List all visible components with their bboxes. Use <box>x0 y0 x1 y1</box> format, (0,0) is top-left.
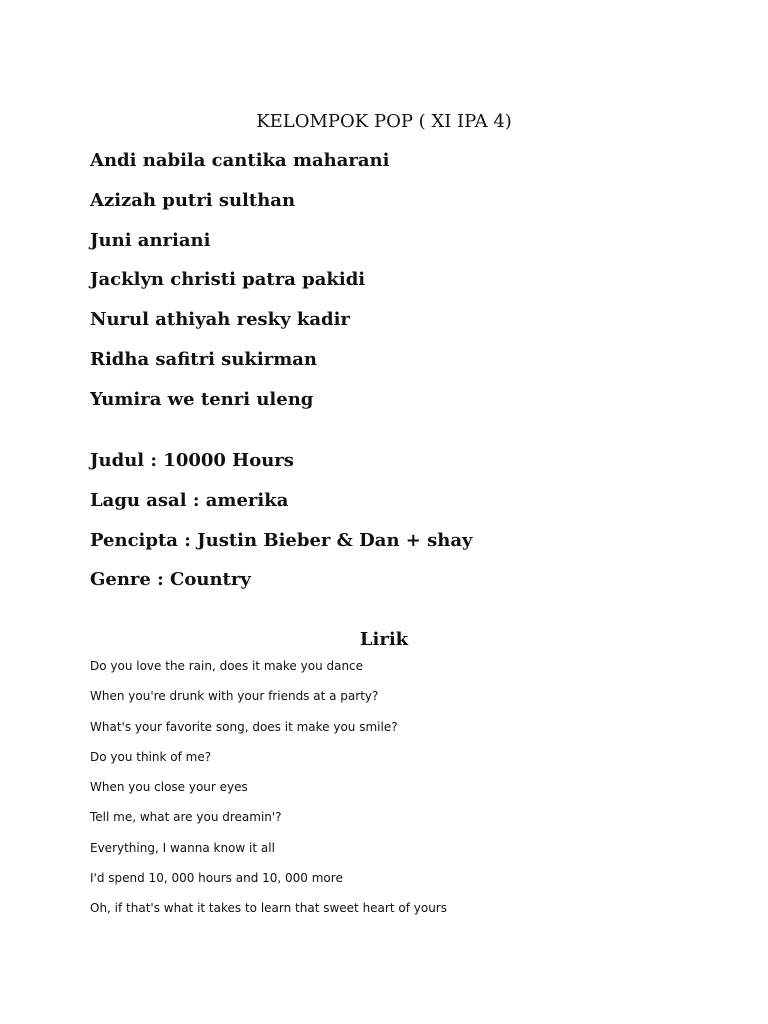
member-list <box>90 147 389 426</box>
member-name: Ridha safitri sukirman <box>90 348 317 370</box>
lyric-line: I'd spend 10, 000 hours and 10, 000 more <box>90 871 343 886</box>
lyric-line: Everything, I wanna know it all <box>90 840 275 855</box>
lyric-line: Tell me, what are you dreamin'? <box>90 810 282 825</box>
lyric-line: Do you love the rain, does it make you dance <box>90 659 364 673</box>
document-title: KELOMPOK POP ( XI IPA 4) <box>256 111 512 132</box>
lyrics-heading: Lirik <box>359 629 409 650</box>
lyric-line: What's your favorite song, does it make you smile? <box>90 719 398 734</box>
lyric-line: Do you think of me? <box>90 749 212 764</box>
lyric-line: Oh, if that's what it takes to learn that sweet heart of yours <box>90 901 447 916</box>
lyric-line: When you close your eyes <box>90 780 248 795</box>
song-info <box>90 447 473 606</box>
song-writer-line: Pencipta : Justin Bieber & Dan + shay <box>90 529 473 551</box>
member-name: Jacklyn christi patra pakidi <box>90 269 366 291</box>
song-title-line: Judul : 10000 Hours <box>90 450 294 471</box>
member-name: Yumira we tenri uleng <box>90 388 314 410</box>
member-name: Andi nabila cantika maharani <box>90 150 390 171</box>
song-genre-line: Genre : Country <box>90 569 251 591</box>
lyric-line: When you're drunk with your friends at a party? <box>90 689 379 704</box>
lyrics-list <box>90 656 447 929</box>
member-name: Juni anriani <box>90 229 211 251</box>
song-origin-line: Lagu asal : amerika <box>90 489 289 511</box>
member-name: Nurul athiyah resky kadir <box>90 309 350 331</box>
member-name: Azizah putri sulthan <box>90 189 296 211</box>
